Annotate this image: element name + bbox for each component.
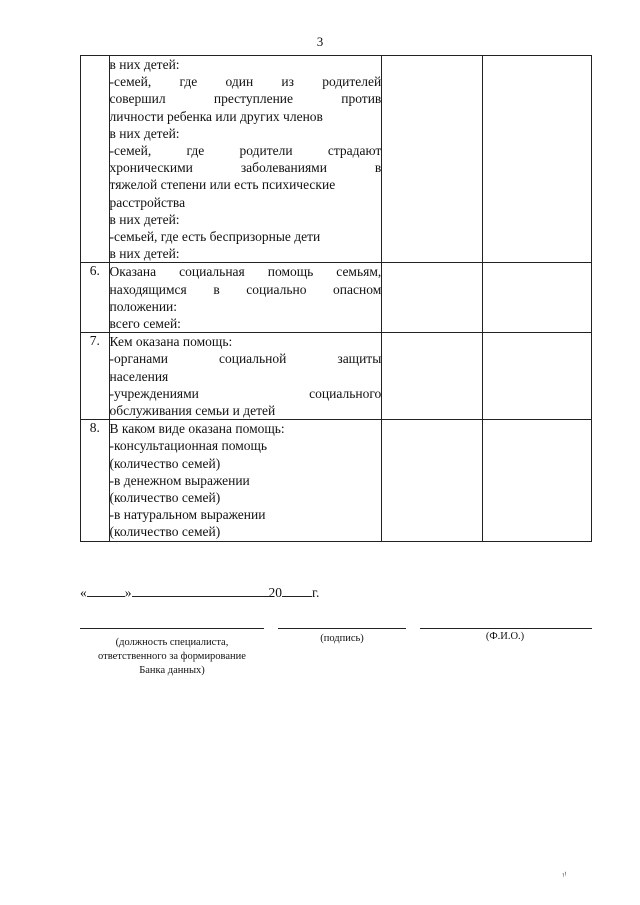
value-cell-1[interactable] xyxy=(382,420,483,541)
description-word: один xyxy=(225,74,254,90)
description-word: -в натуральном выражении xyxy=(109,507,266,523)
description-word: хроническими xyxy=(109,160,193,176)
description-word: социальная xyxy=(179,264,245,280)
position-label-line-1: (должность специалиста, xyxy=(115,637,229,648)
description-word: семьям, xyxy=(336,264,382,280)
signature-line[interactable] xyxy=(278,628,406,629)
row-number: 7. xyxy=(81,333,110,420)
description-word: в них детей: xyxy=(109,125,180,141)
description-line xyxy=(110,56,382,73)
description-word: -консультационная помощь xyxy=(109,438,268,454)
description-line xyxy=(110,159,382,176)
year-blank[interactable] xyxy=(282,582,312,597)
description-line xyxy=(110,194,382,211)
value-cell-1[interactable] xyxy=(382,56,483,263)
description-word: тяжелой степени или есть психические xyxy=(109,177,336,193)
description-line xyxy=(110,506,382,523)
description-line xyxy=(110,142,382,159)
description-line xyxy=(110,523,382,540)
description-word: социально xyxy=(246,281,307,297)
description-line xyxy=(110,125,382,142)
description-word: -семьей, где есть беспризорные дети xyxy=(109,229,321,245)
description-word: заболеваниями xyxy=(240,160,327,176)
name-label: (Ф.И.О.) xyxy=(485,631,525,642)
row-description xyxy=(109,56,382,263)
description-word: социального xyxy=(309,385,382,401)
description-word: Оказана xyxy=(109,264,157,280)
table-row xyxy=(81,56,592,263)
description-word: в ниx детей: xyxy=(109,57,180,72)
description-word: помощь xyxy=(267,264,314,280)
description-word: Кем оказана помощь: xyxy=(109,334,233,350)
description-word: в xyxy=(374,160,382,176)
description-line xyxy=(110,211,382,228)
description-word: (количество семей) xyxy=(109,490,221,506)
description-word: где xyxy=(179,74,198,90)
date-open-quote: « xyxy=(80,585,87,600)
description-line xyxy=(110,298,382,315)
month-blank[interactable] xyxy=(132,582,269,597)
description-line xyxy=(110,228,382,245)
description-word: -учреждениями xyxy=(109,385,199,401)
data-bank-table xyxy=(80,55,592,542)
description-line xyxy=(110,108,382,125)
description-word: -семей, xyxy=(109,143,152,159)
description-word: находящимся xyxy=(109,281,187,297)
value-cell-2[interactable] xyxy=(483,333,592,420)
page-number: 3 xyxy=(316,34,324,49)
description-word: преступление xyxy=(213,91,294,107)
row-number xyxy=(81,56,110,263)
description-word: -органами xyxy=(109,351,169,367)
description-word: (количество семей) xyxy=(109,455,221,471)
description-line xyxy=(110,315,382,332)
value-cell-1[interactable] xyxy=(382,333,483,420)
table-row xyxy=(81,420,592,541)
description-word: защиты xyxy=(337,351,382,367)
description-line xyxy=(110,281,382,298)
position-label xyxy=(72,636,272,678)
year-suffix: г. xyxy=(312,585,320,600)
description-line xyxy=(110,489,382,506)
row-description xyxy=(109,333,382,420)
description-line xyxy=(110,333,382,350)
name-signature-line[interactable] xyxy=(420,628,592,629)
row-number: 8. xyxy=(81,420,110,541)
description-word: родители xyxy=(239,143,293,159)
description-word: социальной xyxy=(218,351,287,367)
description-word: (количество семей) xyxy=(109,524,221,540)
value-cell-2[interactable] xyxy=(483,263,592,333)
description-line xyxy=(110,402,382,419)
table-row xyxy=(81,263,592,333)
description-line xyxy=(110,263,382,280)
value-cell-2[interactable] xyxy=(483,420,592,541)
description-word: населения xyxy=(109,368,169,384)
description-line xyxy=(110,350,382,367)
signature-label: (подпись) xyxy=(320,633,364,644)
description-word: В каком виде оказана помощь: xyxy=(109,421,285,437)
description-word: -семей, xyxy=(109,74,152,90)
table-row xyxy=(81,333,592,420)
description-word: личности ребенка или других членов xyxy=(109,108,323,124)
description-line xyxy=(110,73,382,90)
description-line xyxy=(110,368,382,385)
description-word: страдают xyxy=(327,143,382,159)
description-word: в xyxy=(213,281,220,297)
description-line xyxy=(110,420,382,437)
description-word: родителей xyxy=(322,74,382,90)
description-word: где xyxy=(186,143,205,159)
description-line xyxy=(110,437,382,454)
description-word: в них детей: xyxy=(109,246,180,262)
description-line xyxy=(110,472,382,489)
description-line xyxy=(110,245,382,262)
description-line xyxy=(110,385,382,402)
description-word: против xyxy=(341,91,382,107)
description-word: положении: xyxy=(109,298,178,314)
position-signature-line[interactable] xyxy=(80,628,264,629)
position-label-line-3: Банка данных) xyxy=(139,665,205,676)
row-number: 6. xyxy=(81,263,110,333)
description-word: расстройства xyxy=(109,194,186,210)
value-cell-1[interactable] xyxy=(382,263,483,333)
value-cell-2[interactable] xyxy=(483,56,592,263)
description-word: обслуживания семьи и детей xyxy=(109,403,276,419)
description-word: в них детей: xyxy=(109,211,180,227)
description-word: совершил xyxy=(109,91,166,107)
description-line xyxy=(110,176,382,193)
date-close-quote: » xyxy=(124,585,132,600)
date-line xyxy=(80,582,319,601)
description-line xyxy=(110,455,382,472)
scan-mark: 〃 xyxy=(558,868,572,882)
day-blank[interactable] xyxy=(87,582,125,597)
description-line xyxy=(110,90,382,107)
description-word: всего семей: xyxy=(109,316,181,332)
row-description xyxy=(109,420,382,541)
description-word: -в денежном выражении xyxy=(109,472,250,488)
description-word: опасном xyxy=(333,281,382,297)
description-word: из xyxy=(281,74,294,90)
position-label-line-2: ответственного за формирование xyxy=(98,651,246,662)
year-prefix: 20 xyxy=(268,585,282,600)
row-description xyxy=(109,263,382,333)
